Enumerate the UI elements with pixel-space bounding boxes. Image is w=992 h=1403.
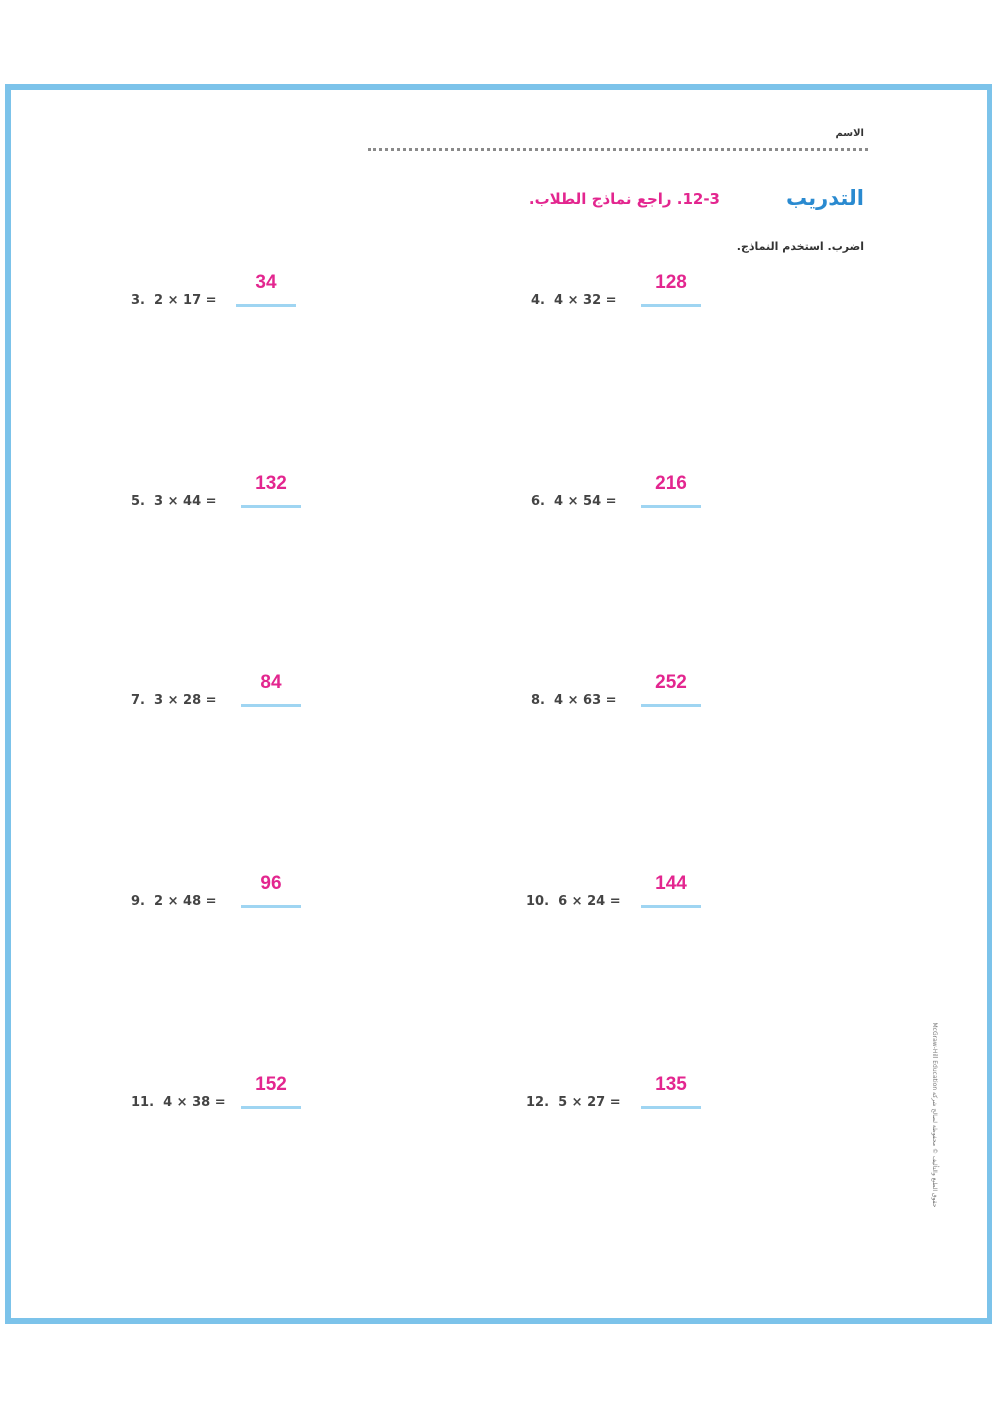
problem-expression: 7. 3 × 28 =	[131, 693, 217, 708]
problem-4	[531, 272, 706, 308]
problem-expression: 3. 2 × 17 =	[131, 293, 217, 308]
answer-field[interactable]	[241, 1074, 301, 1109]
problem-11	[131, 1074, 306, 1110]
problem-9	[131, 873, 306, 909]
answer-value: 252	[655, 672, 687, 693]
answer-field[interactable]	[236, 272, 296, 307]
answer-value: 128	[655, 272, 687, 293]
answer-field[interactable]	[641, 1074, 701, 1109]
answer-note: 12-3. راجع نماذج الطلاب.	[528, 190, 720, 208]
answer-value: 216	[655, 473, 687, 494]
problem-5	[131, 473, 306, 509]
problem-12	[526, 1074, 706, 1110]
answer-field[interactable]	[241, 873, 301, 908]
answer-field[interactable]	[641, 272, 701, 307]
answer-value: 144	[655, 873, 687, 894]
problem-expression: 8. 4 × 63 =	[531, 693, 617, 708]
answer-value: 84	[260, 672, 282, 693]
problem-expression: 6. 4 × 54 =	[531, 494, 617, 509]
problem-expression: 9. 2 × 48 =	[131, 894, 217, 909]
problem-6	[531, 473, 706, 509]
problem-expression: 4. 4 × 32 =	[531, 293, 617, 308]
copyright-note	[926, 980, 940, 1250]
answer-field[interactable]	[241, 672, 301, 707]
answer-value: 34	[255, 272, 277, 293]
copyright-text: حقوق الطبع والتأليف © محفوظة لصالح شركة McGraw-Hill Education	[931, 1022, 938, 1208]
problem-expression: 5. 3 × 44 =	[131, 494, 217, 509]
answer-value: 152	[255, 1074, 287, 1095]
problem-7	[131, 672, 306, 708]
section-title: التدريب	[786, 186, 864, 210]
answer-value: 96	[260, 873, 282, 894]
problem-8	[531, 672, 706, 708]
instructions: اضرب. استخدم النماذج.	[736, 240, 864, 253]
answer-field[interactable]	[641, 473, 701, 508]
problem-10	[526, 873, 706, 909]
problem-3	[131, 272, 301, 308]
problem-expression: 12. 5 × 27 =	[526, 1095, 621, 1110]
answer-value: 135	[655, 1074, 687, 1095]
answer-field[interactable]	[241, 473, 301, 508]
problem-expression: 10. 6 × 24 =	[526, 894, 621, 909]
answer-value: 132	[255, 473, 287, 494]
problem-expression: 11. 4 × 38 =	[131, 1095, 226, 1110]
name-field-line[interactable]	[368, 148, 868, 151]
answer-field[interactable]	[641, 672, 701, 707]
answer-field[interactable]	[641, 873, 701, 908]
name-label: الاسم	[835, 128, 864, 139]
